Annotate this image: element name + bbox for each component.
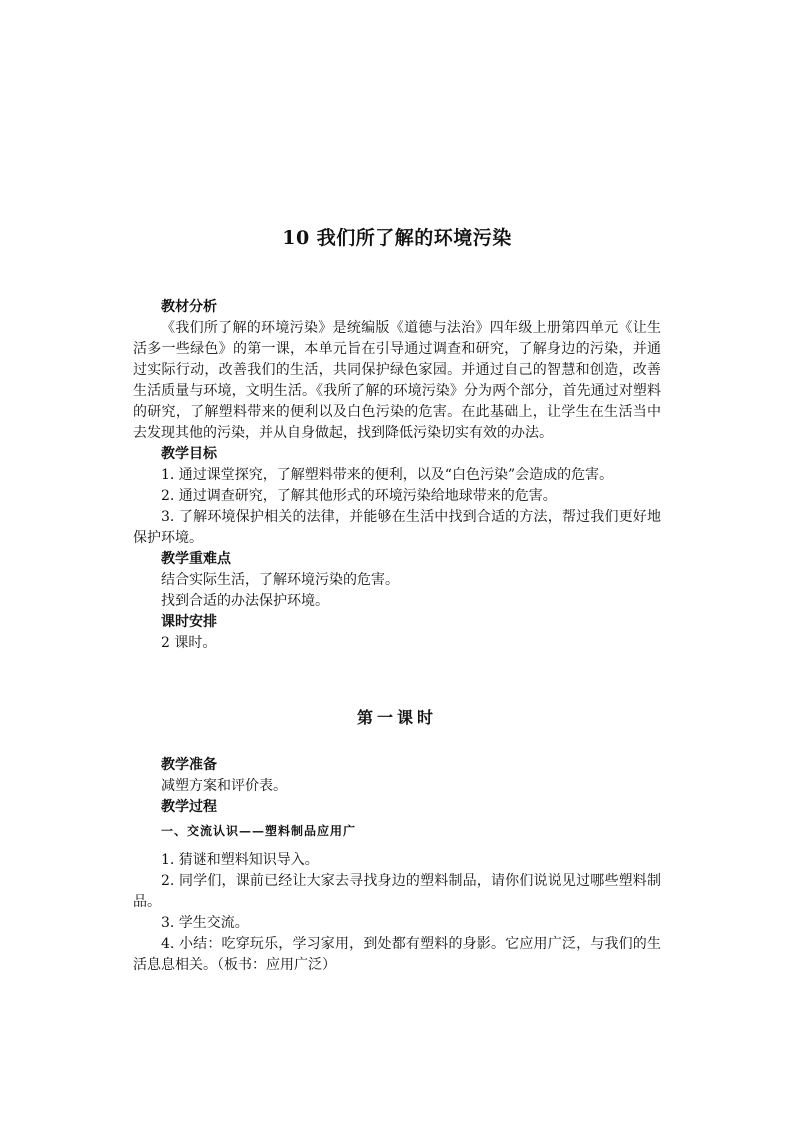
schedule-heading: 课时安排: [161, 614, 217, 630]
intro-section: [133, 297, 661, 654]
prep-text: 减塑方案和评价表。: [161, 778, 287, 794]
prep-heading: 教学准备: [161, 757, 217, 773]
goal-item-1: 1. 通过课堂探究，了解塑料带来的便利，以及“白色污染”会造成的危害。: [161, 467, 614, 483]
goal-item-3: 3. 了解环境保护相关的法律，并能够在生活中找到合适的方法，帮过我们更好地保护环境。: [133, 509, 661, 546]
step-item-1: 1. 猜谜和塑料知识导入。: [161, 852, 319, 868]
keypoint-item-1: 结合实际生活，了解环境污染的危害。: [161, 572, 399, 588]
process-heading: 教学过程: [161, 799, 217, 815]
lesson-one-title: 第一课时: [356, 708, 437, 727]
keypoints-heading: 教学重难点: [161, 551, 231, 567]
schedule-text: 2 课时。: [161, 635, 217, 651]
goals-heading: 教学目标: [161, 446, 217, 462]
step-item-2: 2. 同学们，课前已经让大家去寻找身边的塑料制品，请你们说说见过哪些塑料制品。: [133, 873, 661, 910]
goal-item-2: 2. 通过调查研究，了解其他形式的环境污染给地球带来的危害。: [161, 488, 557, 504]
analysis-paragraph: 《我们所了解的环境污染》是统编版《道德与法治》四年级上册第四单元《让生活多一些绿色》的第一课，本单元旨在引导通过调查和研究，了解身边的污染，并通过实际行动，改善我们的生活，共同保护绿色家园。并通过自己的智慧和创造，改善生活质量与环境，文明生活。《我所了解的环境污染》分为两个部分，首先通过对塑料的研究，了解塑料带来的便利以及白色污染的危害。在此基础上，让学生在生活当中去发现其他的污染，并从自身做起，找到降低污染切实有效的办法。: [133, 320, 661, 441]
keypoint-item-2: 找到合适的办法保护环境。: [161, 593, 329, 609]
page-title: 10 我们所了解的环境污染: [282, 227, 512, 249]
lesson-one-section: [133, 755, 661, 976]
step-one-title: 一、交流认识——塑料制品应用广: [161, 824, 357, 838]
step-item-3: 3. 学生交流。: [161, 915, 249, 931]
analysis-heading: 教材分析: [161, 299, 217, 315]
step-item-4: 4. 小结：吃穿玩乐，学习家用，到处都有塑料的身影。它应用广泛，与我们的生活息息相关。（板书：应用广泛）: [133, 936, 661, 973]
